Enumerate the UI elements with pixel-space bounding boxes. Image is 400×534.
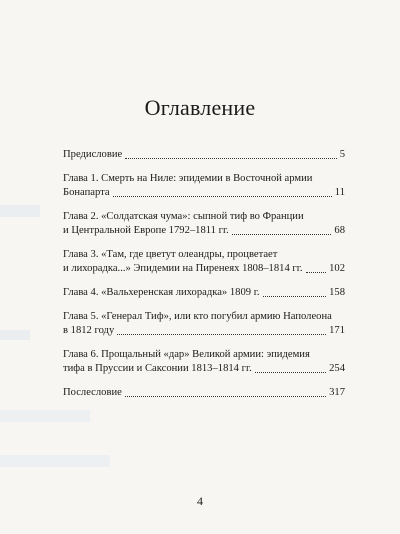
toc-page-number: 102: [329, 263, 345, 274]
toc-page-number: 317: [329, 387, 345, 398]
toc-entry-line: [63, 310, 345, 324]
toc-entry-title: Глава 2. «Солдатская чума»: сыпной тиф во Франции: [63, 211, 304, 222]
dot-leader: [232, 233, 332, 235]
toc-page-number: 254: [329, 363, 345, 374]
toc-entry-title: и лихорадка...» Эпидемии на Пиренеях 1808–1814 гг.: [63, 263, 303, 274]
toc-entry-title: Бонапарта: [63, 187, 110, 198]
toc-page-number: 68: [334, 225, 345, 236]
toc-entry-title: в 1812 году: [63, 325, 115, 336]
show-through-artifact: [0, 410, 90, 422]
toc-entry-title: тифа в Пруссии и Саксонии 1813–1814 гг.: [63, 363, 252, 374]
toc-entry-title: Глава 5. «Генерал Тиф», или кто погубил армию Наполеона: [63, 311, 332, 322]
dot-leader: [125, 157, 336, 159]
toc-entry[interactable]: [63, 286, 345, 300]
toc-entry-title: Глава 3. «Там, где цветут олеандры, процветает: [63, 249, 278, 260]
toc-entry[interactable]: [63, 348, 345, 376]
toc-entry-title: и Центральной Европе 1792–1811 гг.: [63, 225, 229, 236]
toc-entry[interactable]: [63, 172, 345, 200]
dot-leader: [306, 271, 327, 273]
page-title: Оглавление: [144, 95, 256, 120]
toc-entry-title: Глава 6. Прощальный «дар» Великой армии: эпидемия: [63, 349, 310, 360]
toc-entry-line: [63, 172, 345, 186]
table-of-contents: [63, 148, 345, 410]
dot-leader: [255, 371, 326, 373]
toc-entry[interactable]: [63, 310, 345, 338]
show-through-artifact: [0, 205, 40, 217]
toc-page-number: 171: [329, 325, 345, 336]
toc-entry-line: [63, 210, 345, 224]
dot-leader: [125, 395, 326, 397]
toc-page-number: 5: [339, 149, 345, 160]
toc-entry-title: Послесловие: [63, 387, 122, 398]
dot-leader: [117, 333, 326, 335]
toc-entry-title: Глава 1. Смерть на Ниле: эпидемии в Восточной армии: [63, 173, 313, 184]
toc-entry-line: [63, 248, 345, 262]
toc-entry[interactable]: [63, 386, 345, 400]
toc-page-number: 158: [329, 287, 345, 298]
toc-entry[interactable]: [63, 248, 345, 276]
toc-entry-line: [63, 362, 345, 376]
toc-entry-line: [63, 186, 345, 200]
toc-entry-title: Предисловие: [63, 149, 123, 160]
toc-entry-line: [63, 286, 345, 300]
dot-leader: [263, 295, 327, 297]
dot-leader: [113, 195, 332, 197]
toc-entry-line: [63, 224, 345, 238]
toc-page-number: 11: [334, 187, 345, 198]
toc-entry-line: [63, 386, 345, 400]
toc-entry[interactable]: [63, 148, 345, 162]
page-number: 4: [197, 494, 203, 508]
toc-entry-line: [63, 348, 345, 362]
toc-entry[interactable]: [63, 210, 345, 238]
toc-entry-title: Глава 4. «Вальхеренская лихорадка» 1809 г.: [63, 287, 260, 298]
show-through-artifact: [0, 455, 110, 467]
toc-entry-line: [63, 262, 345, 276]
toc-entry-line: [63, 324, 345, 338]
toc-entry-line: [63, 148, 345, 162]
show-through-artifact: [0, 330, 30, 340]
